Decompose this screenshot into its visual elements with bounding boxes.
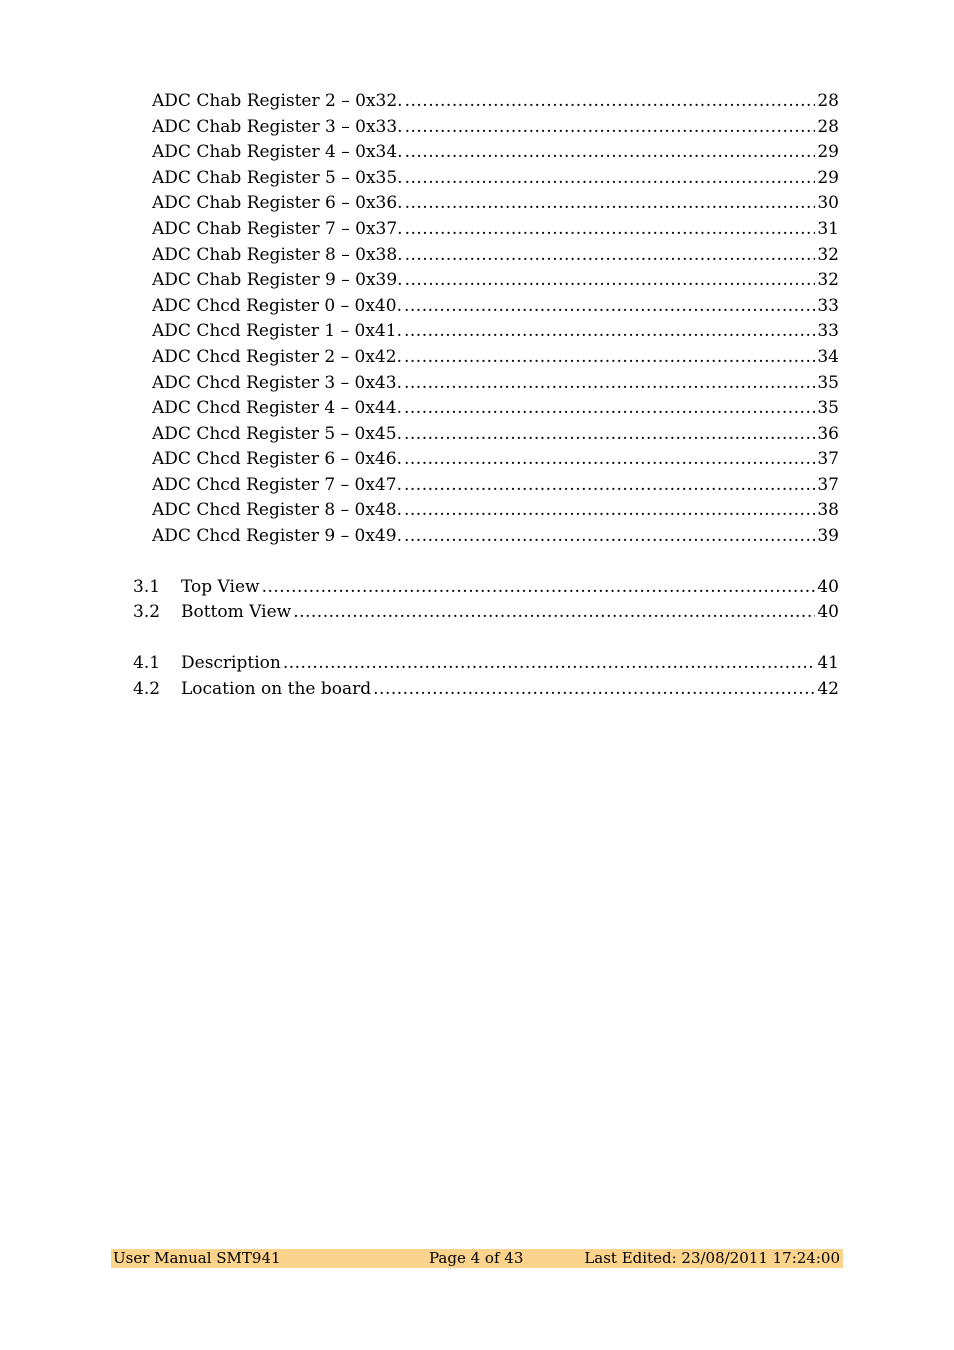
toc-entry-content bbox=[152, 216, 839, 242]
page-footer bbox=[111, 1249, 843, 1268]
toc-section-entry[interactable] bbox=[0, 650, 954, 676]
toc-dot-leader bbox=[283, 650, 816, 676]
toc-entry-content bbox=[152, 344, 839, 370]
toc-page-number: 34 bbox=[817, 347, 839, 367]
toc-entry-label: Bottom View bbox=[181, 602, 292, 622]
toc-page-number: 41 bbox=[817, 653, 839, 673]
toc-dot-leader bbox=[404, 344, 815, 370]
toc-section-number: 4.1 bbox=[133, 653, 161, 673]
toc-entry[interactable] bbox=[0, 395, 954, 421]
toc-dot-leader bbox=[405, 88, 816, 114]
toc-page-number: 28 bbox=[817, 91, 839, 111]
toc-dot-leader bbox=[405, 267, 816, 293]
toc-page-number: 32 bbox=[817, 245, 839, 265]
toc-dot-leader bbox=[405, 242, 816, 268]
toc-page-number: 35 bbox=[817, 373, 839, 393]
toc-section-number: 4.2 bbox=[133, 679, 161, 699]
toc-entry-content bbox=[152, 446, 839, 472]
toc-entry-content bbox=[152, 421, 839, 447]
toc-entry-label: ADC Chcd Register 0 – 0x40. bbox=[152, 296, 402, 316]
toc-entry-content bbox=[152, 242, 839, 268]
toc-page-number: 40 bbox=[817, 602, 839, 622]
toc-entry-label: ADC Chcd Register 5 – 0x45. bbox=[152, 424, 402, 444]
toc-page-number: 35 bbox=[817, 398, 839, 418]
toc-dot-leader bbox=[404, 523, 815, 549]
footer-last-edited: Last Edited: 23/08/2011 17:24:00 bbox=[584, 1249, 840, 1267]
toc-entry[interactable] bbox=[0, 88, 954, 114]
toc-entry[interactable] bbox=[0, 421, 954, 447]
toc-page-number: 40 bbox=[817, 577, 839, 597]
toc-entry-label: ADC Chcd Register 4 – 0x44. bbox=[152, 398, 402, 418]
toc-entry-content bbox=[152, 139, 839, 165]
toc-dot-leader bbox=[373, 676, 815, 702]
toc-entry[interactable] bbox=[0, 165, 954, 191]
toc-entry-content bbox=[152, 523, 839, 549]
toc-dot-leader bbox=[405, 216, 816, 242]
toc-entry-label: ADC Chcd Register 7 – 0x47. bbox=[152, 475, 402, 495]
toc-dot-leader bbox=[405, 190, 816, 216]
toc-entry-content bbox=[152, 190, 839, 216]
toc-dot-leader bbox=[404, 497, 815, 523]
toc-entry-content bbox=[152, 114, 839, 140]
toc-entry[interactable] bbox=[0, 318, 954, 344]
toc-entry[interactable] bbox=[0, 446, 954, 472]
toc-page-number: 29 bbox=[817, 142, 839, 162]
toc-page-number: 37 bbox=[817, 475, 839, 495]
toc-entry[interactable] bbox=[0, 114, 954, 140]
toc-dot-leader bbox=[404, 446, 815, 472]
toc-dot-leader bbox=[404, 293, 815, 319]
toc-page-number: 30 bbox=[817, 193, 839, 213]
toc-page-number: 29 bbox=[817, 168, 839, 188]
toc-page-number: 36 bbox=[817, 424, 839, 444]
toc-entry-content bbox=[152, 165, 839, 191]
toc-entry[interactable] bbox=[0, 523, 954, 549]
toc-entry-content bbox=[152, 293, 839, 319]
toc-dot-leader bbox=[293, 599, 815, 625]
toc-entry-content bbox=[181, 599, 839, 625]
toc-entry-label: ADC Chcd Register 3 – 0x43. bbox=[152, 373, 402, 393]
toc-entry[interactable] bbox=[0, 344, 954, 370]
toc-entry-content bbox=[152, 88, 839, 114]
toc-entry[interactable] bbox=[0, 497, 954, 523]
toc-entry-label: ADC Chab Register 7 – 0x37. bbox=[152, 219, 403, 239]
toc-dot-leader bbox=[404, 421, 815, 447]
toc-entry[interactable] bbox=[0, 370, 954, 396]
toc-entry[interactable] bbox=[0, 190, 954, 216]
toc-dot-leader bbox=[404, 395, 815, 421]
toc-entry[interactable] bbox=[0, 242, 954, 268]
toc-dot-leader bbox=[405, 165, 816, 191]
toc-entry-content bbox=[181, 650, 839, 676]
toc-entry-content bbox=[181, 676, 839, 702]
toc-entry-label: Top View bbox=[181, 577, 260, 597]
toc-entry-label: ADC Chab Register 5 – 0x35. bbox=[152, 168, 403, 188]
toc-entry-label: ADC Chab Register 3 – 0x33. bbox=[152, 117, 403, 137]
toc-section-entry[interactable] bbox=[0, 676, 954, 702]
toc-entry-label: ADC Chcd Register 6 – 0x46. bbox=[152, 449, 402, 469]
toc-entry-label: ADC Chab Register 4 – 0x34. bbox=[152, 142, 403, 162]
toc-entry-label: ADC Chcd Register 1 – 0x41. bbox=[152, 321, 402, 341]
toc-page-number: 28 bbox=[817, 117, 839, 137]
toc-entry[interactable] bbox=[0, 139, 954, 165]
toc-entry-content bbox=[181, 574, 839, 600]
footer-document-title: User Manual SMT941 bbox=[113, 1249, 281, 1267]
toc-dot-leader bbox=[262, 574, 816, 600]
toc-dot-leader bbox=[404, 472, 815, 498]
toc-dot-leader bbox=[404, 370, 815, 396]
toc-page-number: 33 bbox=[817, 296, 839, 316]
toc-page-number: 37 bbox=[817, 449, 839, 469]
toc-entry-content bbox=[152, 497, 839, 523]
toc-entry-label: ADC Chab Register 2 – 0x32. bbox=[152, 91, 403, 111]
toc-entry-label: ADC Chab Register 9 – 0x39. bbox=[152, 270, 403, 290]
toc-dot-leader bbox=[405, 114, 816, 140]
toc-entry-label: ADC Chab Register 8 – 0x38. bbox=[152, 245, 403, 265]
toc-page-number: 31 bbox=[817, 219, 839, 239]
toc-entry-label: ADC Chab Register 6 – 0x36. bbox=[152, 193, 403, 213]
toc-page-number: 39 bbox=[817, 526, 839, 546]
toc-entry-content bbox=[152, 267, 839, 293]
toc-entry-content bbox=[152, 395, 839, 421]
toc-entry[interactable] bbox=[0, 216, 954, 242]
toc-page-number: 32 bbox=[817, 270, 839, 290]
toc-entry-content bbox=[152, 472, 839, 498]
toc-entry-label: ADC Chcd Register 9 – 0x49. bbox=[152, 526, 402, 546]
toc-page-number: 33 bbox=[817, 321, 839, 341]
toc-section-number: 3.1 bbox=[133, 577, 161, 597]
toc-page-number: 42 bbox=[817, 679, 839, 699]
toc-entry-content bbox=[152, 370, 839, 396]
toc-section-number: 3.2 bbox=[133, 602, 161, 622]
toc-entry-content bbox=[152, 318, 839, 344]
toc-entry-label: ADC Chcd Register 2 – 0x42. bbox=[152, 347, 402, 367]
footer-page-number: Page 4 of 43 bbox=[429, 1249, 524, 1267]
toc-entry-label: ADC Chcd Register 8 – 0x48. bbox=[152, 500, 402, 520]
toc-page-number: 38 bbox=[817, 500, 839, 520]
toc-entry-label: Description bbox=[181, 653, 281, 673]
toc-entry[interactable] bbox=[0, 267, 954, 293]
toc-dot-leader bbox=[404, 318, 815, 344]
toc-section-entry[interactable] bbox=[0, 574, 954, 600]
toc-entry[interactable] bbox=[0, 472, 954, 498]
toc-dot-leader bbox=[405, 139, 816, 165]
toc-entry[interactable] bbox=[0, 293, 954, 319]
toc-section-entry[interactable] bbox=[0, 599, 954, 625]
toc-entry-label: Location on the board bbox=[181, 679, 372, 699]
